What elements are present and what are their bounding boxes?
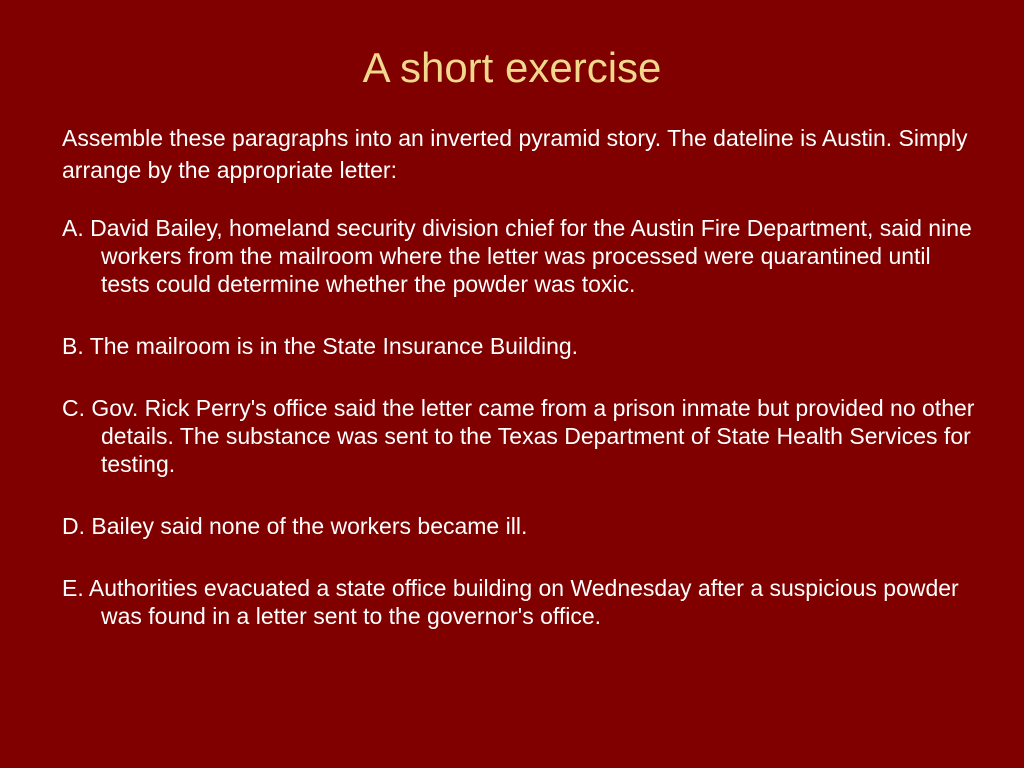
paragraph-list: [62, 214, 982, 630]
paragraph-item-d: D. Bailey said none of the workers became ill.: [62, 513, 528, 539]
paragraph-item-b: B. The mailroom is in the State Insurance Building.: [62, 333, 579, 359]
paragraph-item-a: A. David Bailey, homeland security division chief for the Austin Fire Department, said nine workers from the mailroom where the letter was processed were quarantined until tests could determine whether the powder was toxic.: [62, 215, 972, 297]
paragraph-item-c: C. Gov. Rick Perry's office said the letter came from a prison inmate but provided no other details. The substance was sent to the Texas Department of State Health Services for testing.: [62, 395, 975, 477]
slide-body: [62, 122, 982, 630]
slide-title: A short exercise: [362, 44, 662, 91]
intro-paragraph: Assemble these paragraphs into an inverted pyramid story. The dateline is Austin. Simply arrange by the appropriate letter:: [62, 125, 968, 183]
paragraph-item-e: E. Authorities evacuated a state office building on Wednesday after a suspicious powder was found in a letter sent to the governor's office.: [62, 575, 959, 629]
